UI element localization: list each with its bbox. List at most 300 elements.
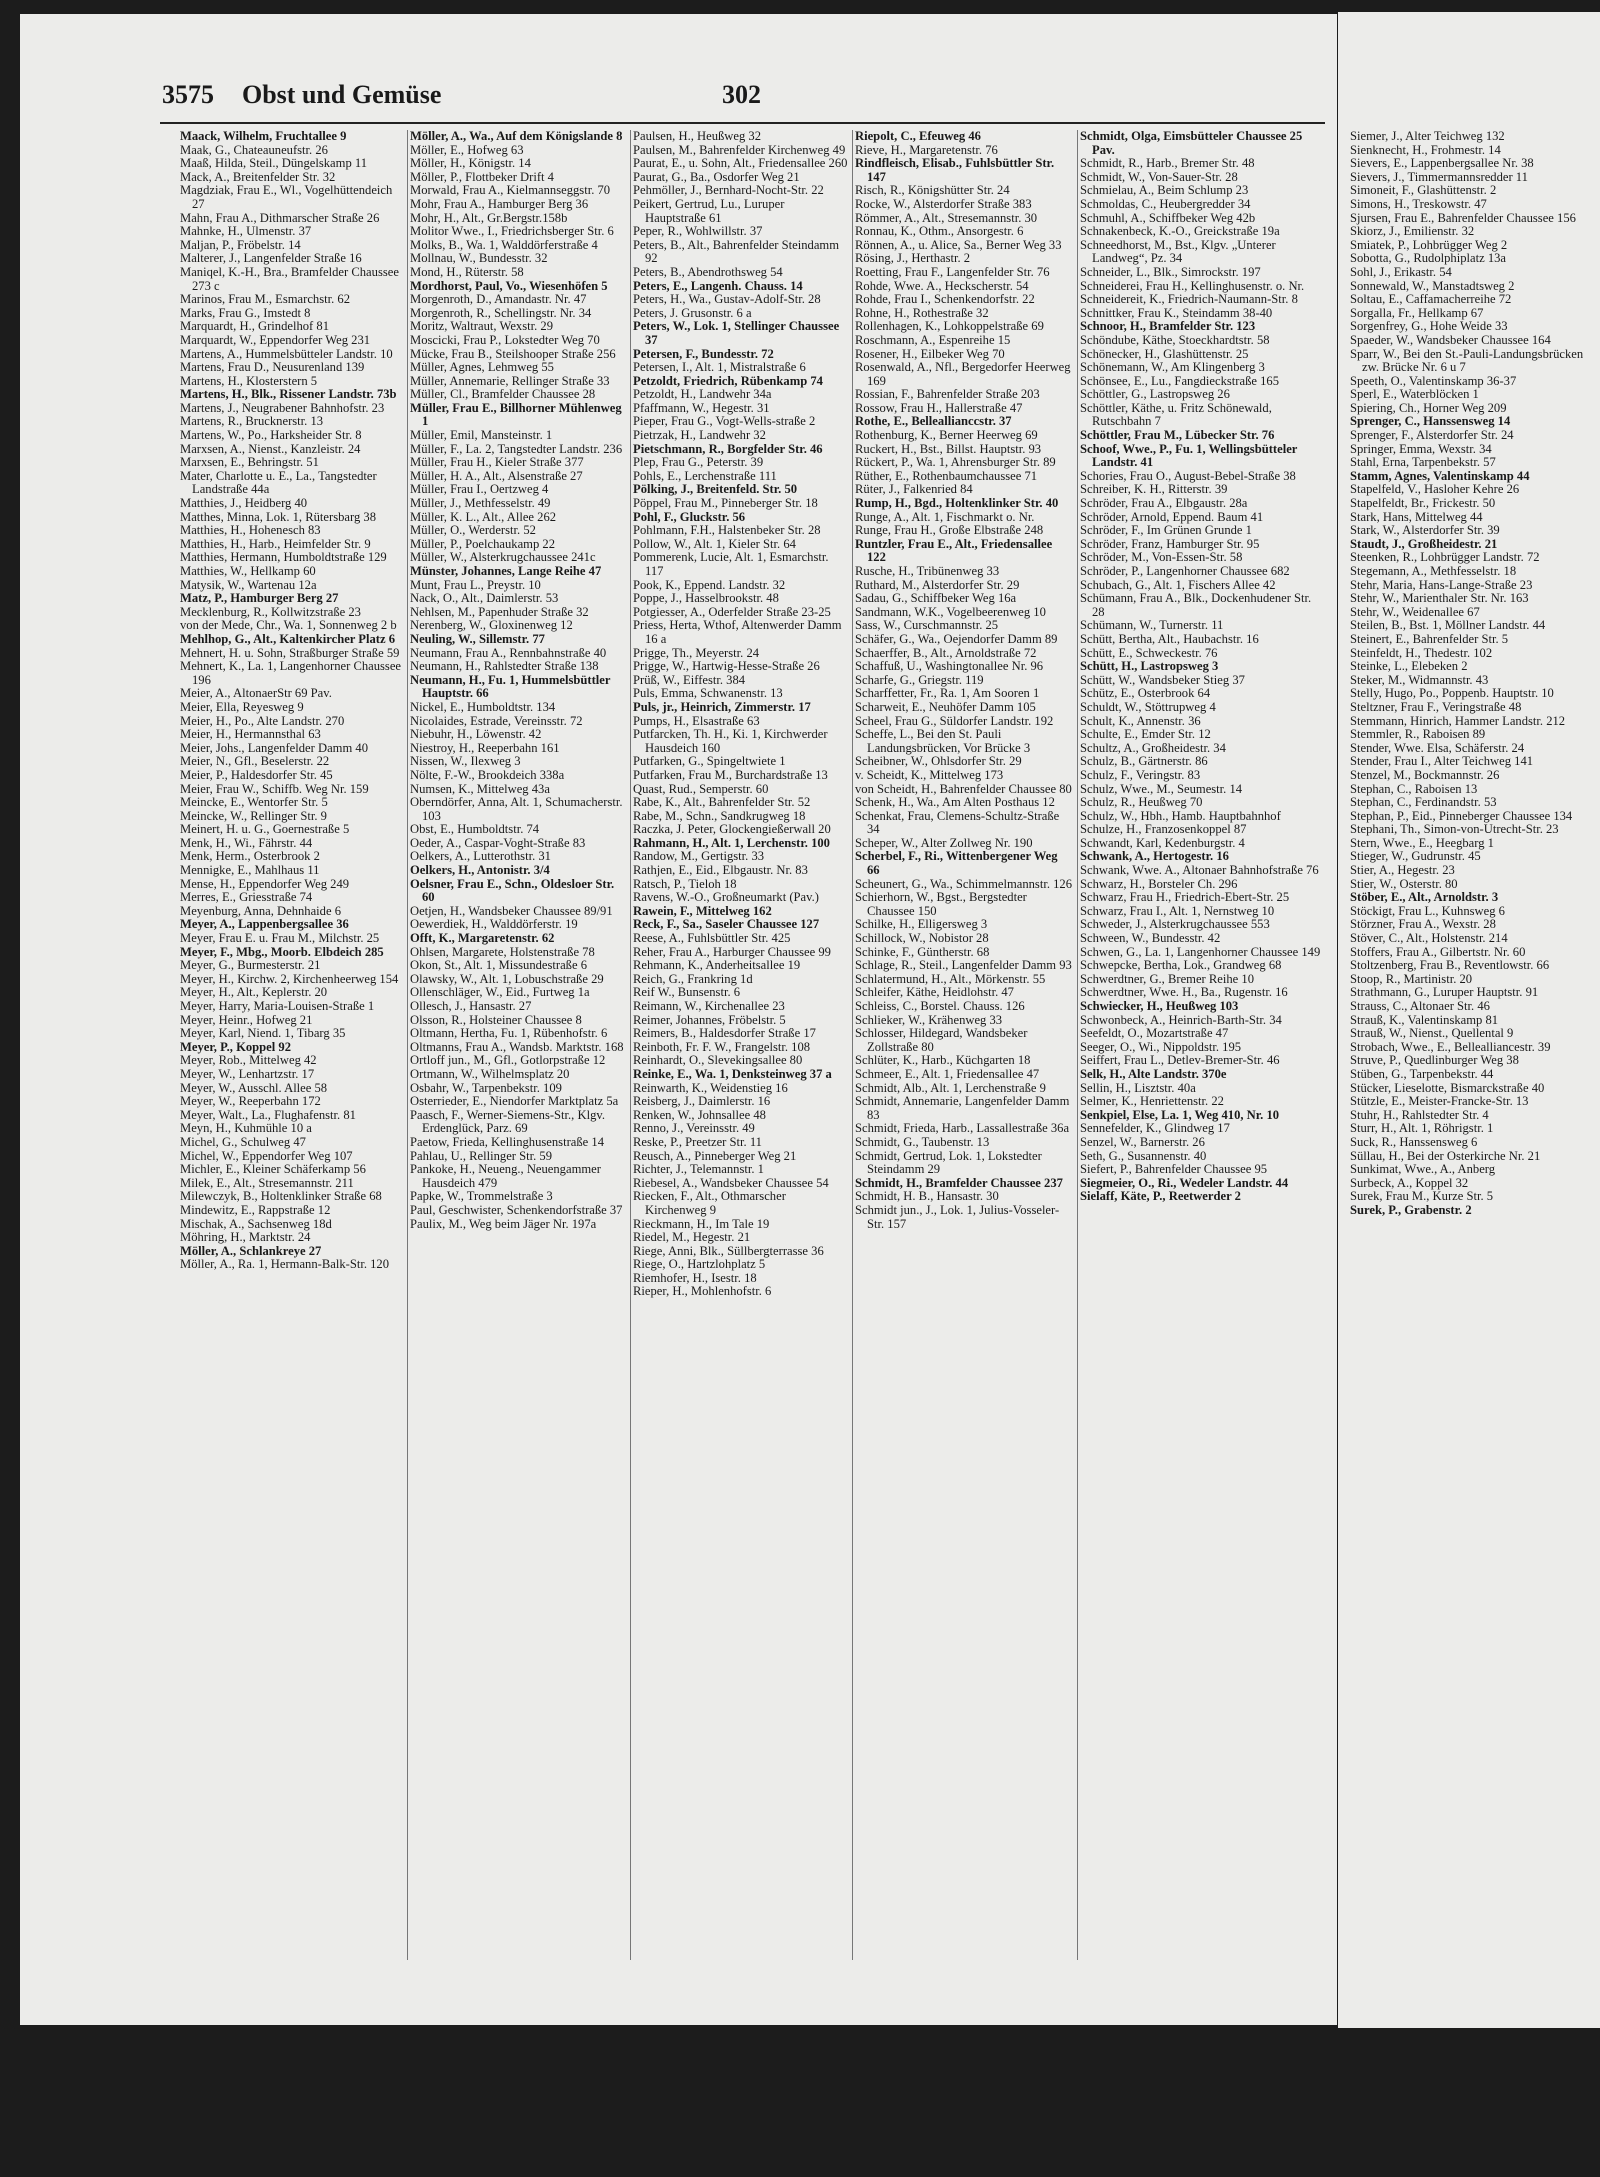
directory-entry: Puls, Emma, Schwanenstr. 13 <box>633 686 783 701</box>
directory-entry: Neumann, Frau A., Rennbahnstraße 40 <box>410 645 607 660</box>
directory-entry: Reese, A., Fuhlsbüttler Str. 425 <box>633 931 791 946</box>
directory-entry: Risch, R., Königshütter Str. 24 <box>855 183 1010 198</box>
directory-entry: Marks, Frau G., Imstedt 8 <box>180 305 311 320</box>
directory-entry: Mack, A., Breitenfelder Str. 32 <box>180 169 336 184</box>
directory-entry: Schönecker, H., Glashüttenstr. 25 <box>1080 346 1249 361</box>
directory-entry: Reher, Frau A., Harburger Chaussee 99 <box>633 944 831 959</box>
directory-entry: Sjursen, Frau E., Bahrenfelder Chaussee 156 <box>1350 210 1576 225</box>
directory-entry: Schenk, H., Wa., Am Alten Posthaus 12 <box>855 795 1055 810</box>
directory-entry: Moscicki, Frau P., Lokstedter Weg 70 <box>410 332 600 347</box>
directory-entry: Stephan, C., Raboisen 13 <box>1350 781 1478 796</box>
directory-entry: Petersen, I., Alt. 1, Mistralstraße 6 <box>633 360 806 375</box>
directory-entry: Senzel, W., Barnerstr. 26 <box>1080 1134 1205 1149</box>
directory-entry: Sennefelder, K., Glindweg 17 <box>1080 1121 1230 1136</box>
directory-entry: Schmidt, Alb., Alt. 1, Lerchenstraße 9 <box>855 1080 1046 1095</box>
directory-entry: Petersen, F., Bundesstr. 72 <box>633 346 774 361</box>
directory-entry: Marxsen, E., Behringstr. 51 <box>180 455 319 470</box>
directory-entry: Reinboth, Fr. F. W., Frangelstr. 108 <box>633 1039 811 1054</box>
directory-entry: Oewerdiek, H., Walddörferstr. 19 <box>410 917 578 932</box>
directory-entry: Schöttler, G., Lastropsweg 26 <box>1080 387 1230 402</box>
directory-entry: Marxsen, A., Nienst., Kanzleistr. 24 <box>180 441 361 456</box>
directory-entry: Paurat, E., u. Sohn, Alt., Friedensallee 260 <box>633 156 848 171</box>
directory-entry: Mecklenburg, R., Kollwitzstraße 23 <box>180 604 361 619</box>
directory-entry: Matz, P., Hamburger Berg 27 <box>180 591 339 606</box>
directory-column-next-page <box>1350 130 1600 1970</box>
directory-entry: Schönsee, E., Lu., Fangdieckstraße 165 <box>1080 373 1280 388</box>
directory-entry: Selk, H., Alte Landstr. 370e <box>1080 1066 1227 1081</box>
directory-entry: Ortmann, W., Wilhelmsplatz 20 <box>410 1066 570 1081</box>
directory-entry: Reimann, W., Kirchenallee 23 <box>633 999 785 1013</box>
directory-entry: Puls, jr., Heinrich, Zimmerstr. 17 <box>633 699 811 714</box>
directory-entry: Marinos, Frau M., Esmarchstr. 62 <box>180 292 350 307</box>
directory-entry: Ratsch, P., Tieloh 18 <box>633 876 737 891</box>
directory-entry: Seeger, O., Wi., Nippoldstr. 195 <box>1080 1039 1242 1054</box>
directory-entry: Riedel, M., Hegestr. 21 <box>633 1230 751 1245</box>
directory-entry: Meyer, Heinr., Hofweg 21 <box>180 1012 313 1027</box>
directory-entry: Oeder, A., Caspar-Voght-Straße 83 <box>410 835 586 850</box>
directory-entry: Meier, Johs., Langenfelder Damm 40 <box>180 740 368 755</box>
directory-entry: Menk, H., Wi., Fährstr. 44 <box>180 835 313 850</box>
directory-entry: Pieper, Frau G., Vogt-Wells-straße 2 <box>633 414 816 429</box>
directory-entry: Mahn, Frau A., Dithmarscher Straße 26 <box>180 210 380 225</box>
directory-entry: Schmidt jun., J., Lok. 1, Julius-Vosseler-Str. 157 <box>855 1202 1060 1231</box>
directory-entry: Möller, H., Königstr. 14 <box>410 156 531 171</box>
directory-entry: Riecken, F., Alt., Othmarscher Kirchenweg 9 <box>633 1189 786 1217</box>
directory-entry: Meyer, G., Burmesterstr. 21 <box>180 958 321 973</box>
directory-entry: Meyer, Frau E. u. Frau M., Milchstr. 25 <box>180 931 380 946</box>
directory-entry: Spaeder, W., Wandsbeker Chaussee 164 <box>1350 332 1551 347</box>
directory-entry: Meyer, F., Mbg., Moorb. Elbdeich 285 <box>180 944 384 959</box>
directory-entry: Maniqel, K.-H., Bra., Bramfelder Chaussee 273 c <box>180 264 399 293</box>
directory-entry: Meier, Frau W., Schiffb. Weg Nr. 159 <box>180 781 369 796</box>
directory-entry: Stephani, Th., Simon-von-Utrecht-Str. 23 <box>1350 822 1559 837</box>
directory-entry: Stoffers, Frau A., Gilbertstr. Nr. 60 <box>1350 944 1526 959</box>
directory-entry: Meier, P., Haldesdorfer Str. 45 <box>180 767 333 782</box>
directory-entry: Rollenhagen, K., Lohkoppelstraße 69 <box>855 319 1044 334</box>
directory-entry: Petzoldt, H., Landwehr 34a <box>633 387 772 402</box>
directory-entry: Stöber, E., Alt., Arnoldstr. 3 <box>1350 890 1499 905</box>
directory-entry: Peters, J. Grusonstr. 6 a <box>633 305 752 320</box>
directory-entry: Peters, B., Abendrothsweg 54 <box>633 264 783 279</box>
section-title: Obst und Gemüse <box>242 80 442 109</box>
directory-entry: Schulz, Wwe., M., Seumestr. 14 <box>1080 781 1243 796</box>
directory-entry: Martens, R., Brucknerstr. 13 <box>180 414 324 429</box>
directory-entry: Sass, W., Curschmannstr. 25 <box>855 618 999 633</box>
directory-entry: v. Scheidt, K., Mittelweg 173 <box>855 767 1004 782</box>
directory-entry: Niebuhr, H., Löwenstr. 42 <box>410 727 542 742</box>
directory-entry: Martens, H., Blk., Rissener Landstr. 73b <box>180 387 397 402</box>
directory-entry: Stapelfeld, V., Hasloher Kehre 26 <box>1350 482 1520 497</box>
directory-entry: Stehr, W., Marienthaler Str. Nr. 163 <box>1350 591 1529 606</box>
directory-entry: Reich, G., Frankring 1d <box>633 971 753 986</box>
directory-entry: Mehnert, H. u. Sohn, Straßburger Straße 59 <box>180 645 400 660</box>
directory-entry: Schwiecker, H., Heußweg 103 <box>1080 999 1239 1013</box>
directory-entry: Schütt, W., Wandsbeker Stieg 37 <box>1080 672 1245 687</box>
directory-entry: Ravens, W.-O., Großneumarkt (Pav.) <box>633 890 819 905</box>
directory-entry: Stahl, Erna, Tarpenbekstr. 57 <box>1350 455 1496 470</box>
directory-entry: Schmidt, W., Von-Sauer-Str. 28 <box>1080 169 1238 184</box>
directory-entry: Stier, A., Hegestr. 23 <box>1350 863 1455 878</box>
directory-entry: Mater, Charlotte u. E., La., Tangstedter Landstraße 44a <box>180 468 377 497</box>
directory-entry: Schäfer, G., Wa., Oejendorfer Damm 89 <box>855 631 1058 646</box>
directory-entry: Nicolaides, Estrade, Vereinsstr. 72 <box>410 713 583 728</box>
directory-entry: Stark, Hans, Mittelweg 44 <box>1350 509 1483 524</box>
directory-entry: Meyer, W., Ausschl. Allee 58 <box>180 1080 328 1095</box>
directory-entry: Matthies, J., Heidberg 40 <box>180 496 308 511</box>
directory-entry: Michler, E., Kleiner Schäferkamp 56 <box>180 1162 366 1177</box>
directory-entry: Schwarz, H., Borsteler Ch. 296 <box>1080 876 1238 891</box>
directory-entry: Müller, Cl., Bramfelder Chaussee 28 <box>410 387 596 402</box>
directory-entry: Steenken, R., Lohbrügger Landstr. 72 <box>1350 550 1540 565</box>
directory-entry: Pankoke, H., Neueng., Neuengammer Hausdeich 479 <box>410 1162 601 1190</box>
directory-entry: Paulsen, H., Heußweg 32 <box>633 130 762 143</box>
directory-entry: Marquardt, W., Eppendorfer Weg 231 <box>180 332 371 347</box>
directory-entry: Rohde, Wwe. A., Heckscherstr. 54 <box>855 278 1029 293</box>
directory-entry: Schütt, H., Lastropsweg 3 <box>1080 659 1219 674</box>
directory-entry: Müller, K. L., Alt., Allee 262 <box>410 509 557 524</box>
directory-entry: Sienknecht, H., Frohmestr. 14 <box>1350 142 1501 157</box>
directory-entry: Mehnert, K., La. 1, Langenhorner Chaussee 196 <box>180 659 402 687</box>
directory-entry: Rösing, J., Herthastr. 2 <box>855 251 971 266</box>
directory-entry: Sturr, H., Alt. 1, Röhrigstr. 1 <box>1350 1121 1494 1136</box>
directory-entry: Schwank, Wwe. A., Altonaer Bahnhofstraße 76 <box>1080 863 1319 878</box>
directory-entry: Pfaffmann, W., Hegestr. 31 <box>633 400 770 415</box>
directory-entry: Störzner, Frau A., Wexstr. 28 <box>1350 917 1496 932</box>
directory-entry: Schubach, G., Alt. 1, Fischers Allee 42 <box>1080 577 1276 592</box>
directory-entry: Schnoor, H., Bramfelder Str. 123 <box>1080 319 1256 334</box>
directory-entry: Reske, P., Preetzer Str. 11 <box>633 1134 762 1149</box>
directory-entry: Stehr, Maria, Hans-Lange-Straße 23 <box>1350 577 1533 592</box>
directory-entry: Riege, Anni, Blk., Süllbergterrasse 36 <box>633 1243 824 1258</box>
directory-entry: Schreiber, K. H., Ritterstr. 39 <box>1080 482 1228 497</box>
directory-entry: Scherbel, F., Ri., Wittenbergener Weg 66 <box>855 849 1058 878</box>
directory-entry: Martens, H., Klosterstern 5 <box>180 373 318 388</box>
directory-entry: Scheibner, W., Ohlsdorfer Str. 29 <box>855 754 1022 769</box>
directory-entry: Paurat, G., Ba., Osdorfer Weg 21 <box>633 169 800 184</box>
directory-entry: Sievers, J., Timmermannsredder 11 <box>1350 169 1528 184</box>
directory-entry: Sprenger, F., Alsterdorfer Str. 24 <box>1350 428 1514 443</box>
directory-entry: Rindfleisch, Elisab., Fuhlsbüttler Str. 147 <box>855 156 1055 184</box>
directory-entry: Mohr, Frau A., Hamburger Berg 36 <box>410 196 589 211</box>
directory-entry: Seth, G., Susannenstr. 40 <box>1080 1148 1207 1163</box>
page-header <box>162 80 1312 120</box>
directory-entry: Schoof, Wwe., P., Fu. 1, Wellingsbütteler Landstr. 41 <box>1080 441 1298 470</box>
directory-entry: Schwarz, Frau I., Alt. 1, Nernstweg 10 <box>1080 903 1275 918</box>
directory-entry: Schönemann, W., Am Klingenberg 3 <box>1080 360 1265 375</box>
directory-entry: Sonnewald, W., Manstadtsweg 2 <box>1350 278 1515 293</box>
directory-entry: Stier, W., Osterstr. 80 <box>1350 876 1458 891</box>
directory-entry: Oetjen, H., Wandsbeker Chaussee 89/91 <box>410 903 613 918</box>
column-divider <box>407 130 408 1960</box>
directory-entry: Schulz, W., Hbh., Hamb. Hauptbahnhof <box>1080 808 1281 823</box>
directory-entry: Oelkers, A., Lutterothstr. 31 <box>410 849 551 864</box>
directory-entry: Meyer, Walt., La., Flughafenstr. 81 <box>180 1107 356 1122</box>
directory-entry: Maack, Wilhelm, Fruchtallee 9 <box>180 130 347 143</box>
directory-entry: Müller, Agnes, Lehmweg 55 <box>410 360 554 375</box>
directory-entry: Merres, E., Griesstraße 74 <box>180 890 313 905</box>
directory-entry: Stender, Frau I., Alter Teichweg 141 <box>1350 754 1534 769</box>
directory-entry: Martens, J., Neugrabener Bahnhofstr. 23 <box>180 400 385 415</box>
directory-entry: Meincke, E., Wentorfer Str. 5 <box>180 795 328 810</box>
directory-entry: Schaffuß, U., Washingtonallee Nr. 96 <box>855 659 1044 674</box>
directory-entry: Pietrzak, H., Landwehr 32 <box>633 428 766 443</box>
directory-entry: Paetow, Frieda, Kellinghusenstraße 14 <box>410 1134 604 1149</box>
directory-entry: Meier, N., Gfl., Beselerstr. 22 <box>180 754 330 769</box>
directory-entry: Schümann, W., Turnerstr. 11 <box>1080 618 1224 633</box>
directory-entry: Schulte, E., Emder Str. 12 <box>1080 727 1211 742</box>
directory-entry: Schnittker, Frau K., Steindamm 38-40 <box>1080 305 1273 320</box>
directory-entry: Steinert, E., Bahrenfelder Str. 5 <box>1350 631 1509 646</box>
directory-entry: Sielaff, Käte, P., Reetwerder 2 <box>1080 1189 1241 1204</box>
directory-entry: Rossow, Frau H., Hallerstraße 47 <box>855 400 1023 415</box>
directory-entry: Runge, A., Alt. 1, Fischmarkt o. Nr. <box>855 509 1035 524</box>
directory-entry: Simoneit, F., Glashüttenstr. 2 <box>1350 183 1497 198</box>
directory-entry: Peters, W., Lok. 1, Stellinger Chaussee 37 <box>633 319 840 347</box>
directory-entry: Schmidt, H., Bramfelder Chaussee 237 <box>855 1175 1063 1190</box>
directory-entry: Schuldt, W., Stöttrupweg 4 <box>1080 699 1216 714</box>
column-divider <box>1077 130 1078 1960</box>
directory-entry: Schnakenbeck, K.-O., Greickstraße 19a <box>1080 224 1280 239</box>
directory-entry: Michel, W., Eppendorfer Weg 107 <box>180 1148 353 1163</box>
directory-entry: Stehr, W., Weidenallee 67 <box>1350 604 1480 619</box>
directory-entry: Meyn, H., Kuhmühle 10 a <box>180 1121 312 1136</box>
directory-entry: Rieper, H., Mohlenhofstr. 6 <box>633 1284 772 1299</box>
directory-entry: Pook, K., Eppend. Landstr. 32 <box>633 577 786 592</box>
directory-entry: Schlieker, W., Krähenweg 33 <box>855 1012 1003 1027</box>
directory-column-3 <box>633 130 848 1970</box>
directory-entry: Müller, Annemarie, Rellinger Straße 33 <box>410 373 610 388</box>
directory-entry: Riebesel, A., Wandsbeker Chaussee 54 <box>633 1175 829 1190</box>
directory-entry: Steilen, B., Bst. 1, Möllner Landstr. 44 <box>1350 618 1546 633</box>
directory-entry: Numsen, K., Mittelweg 43a <box>410 781 550 796</box>
directory-entry: Skiorz, J., Emilienstr. 32 <box>1350 224 1475 239</box>
directory-entry: Schmidt, Annemarie, Langenfelder Damm 83 <box>855 1094 1070 1122</box>
directory-column-5 <box>1080 130 1325 1970</box>
directory-entry: Rieve, H., Margaretenstr. 76 <box>855 142 998 157</box>
directory-entry: Schillock, W., Nobistor 28 <box>855 931 989 946</box>
directory-entry: Müller, O., Werderstr. 52 <box>410 523 536 538</box>
directory-entry: Schulze, H., Franzosenkoppel 87 <box>1080 822 1247 837</box>
directory-entry: Nehlsen, M., Papenhuder Straße 32 <box>410 604 589 619</box>
directory-entry: Runge, Frau H., Große Elbstraße 248 <box>855 523 1044 538</box>
directory-entry: Niestroy, H., Reeperbahn 161 <box>410 740 560 755</box>
directory-entry: Rosenwald, A., Nfl., Bergedorfer Heerweg 169 <box>855 360 1071 388</box>
directory-entry: Ortloff jun., M., Gfl., Gotlorpstraße 12 <box>410 1053 606 1068</box>
directory-entry: Reimer, Johannes, Fröbelstr. 5 <box>633 1012 786 1027</box>
directory-entry: Mond, H., Rüterstr. 58 <box>410 264 524 279</box>
directory-entry: Randow, M., Gertigstr. 33 <box>633 849 765 864</box>
directory-entry: Schneider, L., Blk., Simrockstr. 197 <box>1080 264 1261 279</box>
directory-entry: Magdziak, Frau E., Wl., Vogelhüttendeich 27 <box>180 183 393 211</box>
directory-entry: Schneedhorst, M., Bst., Klgv. „Unterer Landweg“, Pz. 34 <box>1080 237 1276 266</box>
directory-entry: Schult, K., Annenstr. 36 <box>1080 713 1201 728</box>
directory-entry: Roschmann, A., Espenreihe 15 <box>855 332 1011 347</box>
section-code: 3575 <box>162 80 214 109</box>
directory-entry: Morwald, Frau A., Kielmannseggstr. 70 <box>410 183 611 198</box>
directory-entry: Stark, W., Alsterdorfer Str. 39 <box>1350 523 1500 538</box>
directory-entry: Mahnke, H., Ulmenstr. 37 <box>180 224 312 239</box>
directory-entry: Schwen, G., La. 1, Langenhorner Chaussee 149 <box>1080 944 1321 959</box>
directory-entry: Schmidt, G., Taubenstr. 13 <box>855 1134 990 1149</box>
directory-entry: Osbahr, W., Tarpenbekstr. 109 <box>410 1080 562 1095</box>
directory-entry: Schwerdtner, G., Bremer Reihe 10 <box>1080 971 1255 986</box>
directory-entry: Oelsner, Frau E., Schn., Oldesloer Str. 60 <box>410 876 615 905</box>
directory-entry: Surbeck, A., Koppel 32 <box>1350 1175 1469 1190</box>
directory-column-4 <box>855 130 1073 1970</box>
directory-entry: Müller, Frau H., Kieler Straße 377 <box>410 455 584 470</box>
directory-entry: Reisberg, J., Daimlerstr. 16 <box>633 1094 771 1109</box>
directory-entry: Siemer, J., Alter Teichweg 132 <box>1350 130 1505 143</box>
directory-entry: Strauss, C., Altonaer Str. 46 <box>1350 999 1490 1013</box>
directory-entry: Reinke, E., Wa. 1, Denksteinweg 37 a <box>633 1066 832 1081</box>
directory-entry: Schümann, Frau A., Blk., Dockenhudener Str. 28 <box>1080 591 1312 619</box>
directory-entry: Pommerenk, Lucie, Alt. 1, Esmarchstr. 117 <box>633 550 829 578</box>
directory-entry: Schmidt, Gertrud, Lok. 1, Lokstedter Steindamm 29 <box>855 1148 1042 1177</box>
directory-entry: Steker, M., Widmannstr. 43 <box>1350 672 1489 687</box>
directory-entry: Matthies, Hermann, Humboldtstraße 129 <box>180 550 387 565</box>
directory-entry: Meier, H., Po., Alte Landstr. 270 <box>180 713 345 728</box>
directory-entry: Rothe, E., Belleallianccstr. 37 <box>855 414 1012 429</box>
directory-entry: Müller, J., Methfesselstr. 49 <box>410 496 551 511</box>
directory-entry: Rüter, J., Falkenried 84 <box>855 482 973 497</box>
directory-entry: Neumann, H., Fu. 1, Hummelsbüttler Hauptstr. 66 <box>410 672 611 701</box>
directory-entry: Riemhofer, H., Isestr. 18 <box>633 1270 757 1285</box>
directory-entry: Möller, A., Schlankreye 27 <box>180 1243 322 1258</box>
directory-entry: Stöckigt, Frau L., Kuhnsweg 6 <box>1350 903 1505 918</box>
directory-entry: Stapelfeldt, Br., Frickestr. 50 <box>1350 496 1496 511</box>
directory-entry: Schlüter, K., Harb., Küchgarten 18 <box>855 1053 1031 1068</box>
directory-entry: Schmidt, Frieda, Harb., Lassallestraße 36a <box>855 1121 1070 1136</box>
directory-entry: Munt, Frau L., Preystr. 10 <box>410 577 541 592</box>
directory-entry: Stieger, W., Gudrunstr. 45 <box>1350 849 1481 864</box>
directory-entry: Poppe, J., Hasselbrookstr. 48 <box>633 591 779 606</box>
directory-entry: Roetting, Frau F., Langenfelder Str. 76 <box>855 264 1050 279</box>
directory-entry: Meier, Ella, Reyesweg 9 <box>180 699 304 714</box>
directory-entry: Martens, A., Hummelsbütteler Landstr. 10 <box>180 346 393 361</box>
directory-entry: Runtzler, Frau E., Alt., Friedensallee 122 <box>855 536 1053 565</box>
directory-entry: Quast, Rud., Semperstr. 60 <box>633 781 769 796</box>
directory-entry: Müller, Frau I., Oertzweg 4 <box>410 482 549 497</box>
directory-entry: Rocke, W., Alsterdorfer Straße 383 <box>855 196 1032 211</box>
directory-entry: Schulz, B., Gärtnerstr. 86 <box>1080 754 1208 769</box>
directory-entry: Ollenschläger, W., Eid., Furtweg 1a <box>410 985 590 1000</box>
directory-entry: Meyer, Rob., Mittelweg 42 <box>180 1053 317 1068</box>
directory-entry: Schwerdtner, Wwe. H., Ba., Rugenstr. 16 <box>1080 985 1288 1000</box>
directory-entry: Stern, Wwe., E., Heegbarg 1 <box>1350 835 1494 850</box>
directory-entry: Schleiss, C., Borstel. Chauss. 126 <box>855 999 1025 1013</box>
directory-entry: Schlosser, Hildegard, Wandsbeker Zollstraße 80 <box>855 1026 1028 1054</box>
directory-entry: Mehlhop, G., Alt., Kaltenkircher Platz 6 <box>180 631 396 646</box>
directory-entry: Stemmann, Hinrich, Hammer Landstr. 212 <box>1350 713 1566 728</box>
directory-entry: Schweder, J., Alsterkrugchaussee 553 <box>1080 917 1270 932</box>
directory-entry: Senkpiel, Else, La. 1, Weg 410, Nr. 10 <box>1080 1107 1280 1122</box>
column-divider <box>630 130 631 1960</box>
directory-entry: Scheper, W., Alter Zollweg Nr. 190 <box>855 835 1033 850</box>
directory-entry: Mücke, Frau B., Steilshooper Straße 256 <box>410 346 616 361</box>
directory-entry: Steinke, L., Elebeken 2 <box>1350 659 1468 674</box>
directory-entry: Speeth, O., Valentinskamp 36-37 <box>1350 373 1517 388</box>
directory-entry: von der Mede, Chr., Wa. 1, Sonnenweg 2 b <box>180 618 397 633</box>
directory-entry: Sperl, E., Waterblöcken 1 <box>1350 387 1479 402</box>
directory-entry: Ohlsen, Margarete, Holstenstraße 78 <box>410 944 595 959</box>
directory-entry: Rahmann, H., Alt. 1, Lerchenstr. 100 <box>633 835 830 850</box>
directory-entry: Olawsky, W., Alt. 1, Lobuschstraße 29 <box>410 971 604 986</box>
directory-entry: Neumann, H., Rahlstedter Straße 138 <box>410 659 599 674</box>
directory-entry: Schories, Frau O., August-Bebel-Straße 38 <box>1080 468 1296 483</box>
directory-entry: Surek, P., Grabenstr. 2 <box>1350 1202 1472 1217</box>
directory-entry: Oltmann, Hertha, Fu. 1, Rübenhofstr. 6 <box>410 1026 608 1041</box>
directory-entry: Schwandt, Karl, Kedenburgstr. 4 <box>1080 835 1245 850</box>
directory-entry: Rehmann, K., Anderheitsallee 19 <box>633 958 801 973</box>
directory-entry: Steltzner, Frau F., Veringstraße 48 <box>1350 699 1522 714</box>
directory-entry: Meyer, W., Lenhartzstr. 17 <box>180 1066 315 1081</box>
directory-entry: Martens, Frau D., Neusurenland 139 <box>180 360 365 375</box>
directory-entry: Schmidt, R., Harb., Bremer Str. 48 <box>1080 156 1255 171</box>
directory-entry: Milek, E., Alt., Stresemannstr. 211 <box>180 1175 354 1190</box>
directory-entry: Stützle, E., Meister-Francke-Str. 13 <box>1350 1094 1529 1109</box>
directory-entry: Schröder, M., Von-Essen-Str. 58 <box>1080 550 1243 565</box>
directory-entry: Meyer, W., Reeperbahn 172 <box>180 1094 321 1109</box>
directory-entry: Schwarz, Frau H., Friedrich-Ebert-Str. 25 <box>1080 890 1290 905</box>
directory-entry: Rabe, K., Alt., Bahrenfelder Str. 52 <box>633 795 811 810</box>
directory-entry: Molks, B., Wa. 1, Walddörferstraße 4 <box>410 237 598 252</box>
directory-entry: Peper, R., Wohlwillstr. 37 <box>633 224 763 239</box>
next-page-edge <box>1338 12 1600 2028</box>
directory-entry: Meyer, H., Alt., Keplerstr. 20 <box>180 985 328 1000</box>
directory-entry: Stamm, Agnes, Valentinskamp 44 <box>1350 468 1530 483</box>
directory-entry: Sadau, G., Schiffbeker Weg 16a <box>855 591 1017 606</box>
directory-entry: Paulsen, M., Bahrenfelder Kirchenweg 49 <box>633 142 846 157</box>
directory-entry: Schmidt, Olga, Eimsbütteler Chaussee 25 Pav. <box>1080 130 1303 157</box>
directory-entry: Sprenger, C., Hanssensweg 14 <box>1350 414 1511 429</box>
directory-entry: Rusche, H., Tribünenweg 33 <box>855 564 1000 578</box>
directory-entry: Riepolt, C., Efeuweg 46 <box>855 130 981 143</box>
directory-entry: Reck, F., Sa., Saseler Chaussee 127 <box>633 917 820 932</box>
directory-entry: Neuling, W., Sillemstr. 77 <box>410 631 545 646</box>
directory-entry: Nölte, F.-W., Brookdeich 338a <box>410 767 565 782</box>
directory-entry: Nissen, W., Ilexweg 3 <box>410 754 521 769</box>
directory-entry: Schmielau, A., Beim Schlump 23 <box>1080 183 1249 198</box>
directory-entry: Möhring, H., Marktstr. 24 <box>180 1230 311 1245</box>
directory-entry: Schleifer, Käthe, Heidlohstr. 47 <box>855 985 1014 1000</box>
directory-column-1 <box>180 130 403 1970</box>
directory-entry: Sellin, H., Lisztstr. 40a <box>1080 1080 1196 1095</box>
directory-entry: Spiering, Ch., Horner Weg 209 <box>1350 400 1507 415</box>
directory-entry: Stelly, Hugo, Po., Poppenb. Hauptstr. 10 <box>1350 686 1554 701</box>
directory-entry: Rump, H., Bgd., Holtenklinker Str. 40 <box>855 496 1059 511</box>
directory-entry: Pahlau, U., Rellinger Str. 59 <box>410 1148 553 1163</box>
directory-entry: Reif W., Bunsenstr. 6 <box>633 985 741 1000</box>
directory-entry: Soltau, E., Caffamacherreihe 72 <box>1350 292 1512 307</box>
directory-entry: Schröder, Franz, Hamburger Str. 95 <box>1080 536 1260 551</box>
directory-entry: Pohls, E., Lerchenstraße 111 <box>633 468 777 483</box>
directory-entry: Surek, Frau M., Kurze Str. 5 <box>1350 1189 1494 1204</box>
directory-entry: Olsson, R., Holsteiner Chaussee 8 <box>410 1012 582 1027</box>
directory-entry: Smiatek, P., Lohbrügger Weg 2 <box>1350 237 1508 252</box>
directory-entry: Pölking, J., Breitenfeld. Str. 50 <box>633 482 798 497</box>
directory-entry: Reusch, A., Pinneberger Weg 21 <box>633 1148 797 1163</box>
directory-entry: Pollow, W., Alt. 1, Kieler Str. 64 <box>633 536 796 551</box>
directory-entry: Molitor Wwe., I., Friedrichsberger Str. 6 <box>410 224 614 239</box>
directory-entry: Scharffetter, Fr., Ra. 1, Am Sooren 1 <box>855 686 1040 701</box>
directory-entry: Schween, W., Bundesstr. 42 <box>1080 931 1221 946</box>
directory-entry: Sparr, W., Bei den St.-Pauli-Landungsbrücken zw. Brücke Nr. 6 u 7 <box>1350 346 1584 375</box>
directory-entry: Rohde, Frau I., Schenkendorfstr. 22 <box>855 292 1035 307</box>
directory-entry: Römmer, A., Alt., Stresemannstr. 30 <box>855 210 1038 225</box>
directory-entry: Müller, F., La. 2, Tangstedter Landstr. 236 <box>410 441 623 456</box>
directory-entry: Selmer, K., Henriettenstr. 22 <box>1080 1094 1224 1109</box>
directory-entry: Schwonbeck, A., Heinrich-Barth-Str. 34 <box>1080 1012 1282 1027</box>
